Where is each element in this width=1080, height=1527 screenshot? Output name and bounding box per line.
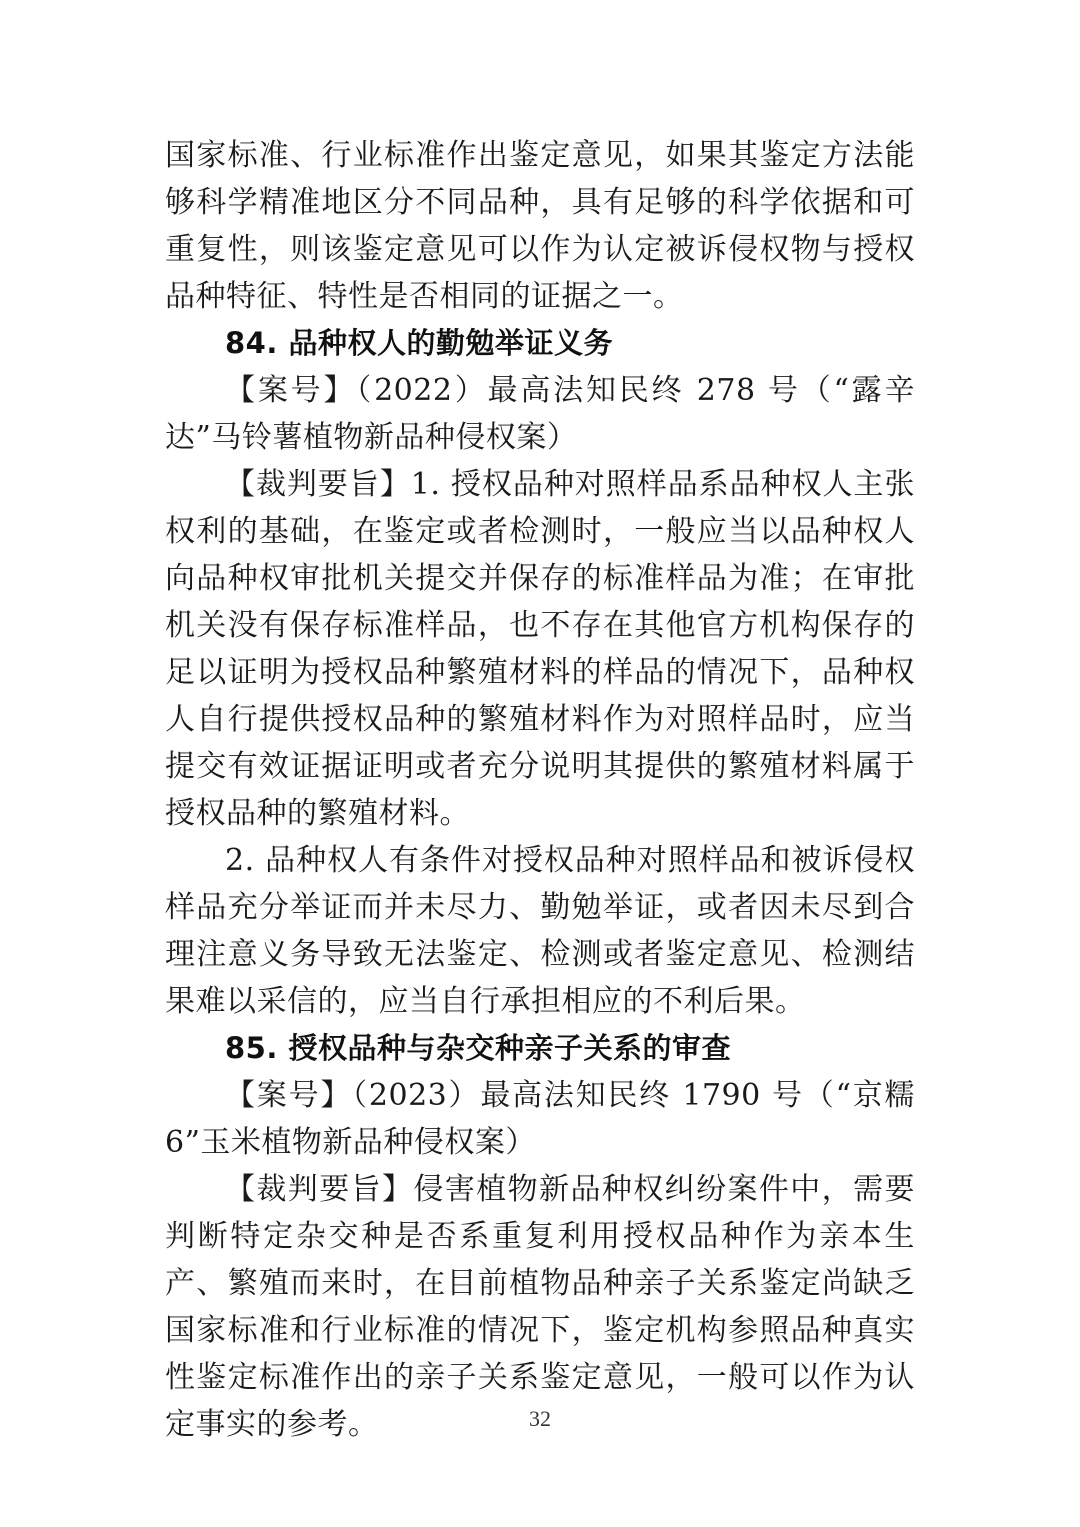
page-number: 32 — [529, 1406, 551, 1431]
ruling-summary-84-2: 2. 品种权人有条件对授权品种对照样品和被诉侵权样品充分举证而并未尽力、勤勉举证，或者因未尽到合理注意义务导致无法鉴定、检测或者鉴定意见、检测结果难以采信的，应当自行承担相应的不利后果。 — [165, 843, 915, 1019]
section-heading-85: 85. 授权品种与杂交种亲子关系的审查 — [225, 1031, 731, 1065]
ruling-summary-84-1: 【裁判要旨】1. 授权品种对照样品系品种权人主张权利的基础，在鉴定或者检测时，一般应当以品种权人向品种权审批机关提交并保存的标准样品为准；在审批机关没有保存标准样品，也不存在其他官方机构保存的足以证明为授权品种繁殖材料的样品的情况下，品种权人自行提供授权品种的繁殖材料作为对照样品时，应当提交有效证据证明或者充分说明其提供的繁殖材料属于授权品种的繁殖材料。 — [165, 467, 915, 831]
section-heading-84: 84. 品种权人的勤勉举证义务 — [225, 326, 613, 360]
paragraph-continuation: 国家标准、行业标准作出鉴定意见，如果其鉴定方法能够科学精准地区分不同品种，具有足够的科学依据和可重复性，则该鉴定意见可以作为认定被诉侵权物与授权品种特征、特性是否相同的证据之一。 — [165, 138, 915, 314]
case-number-84: 【案号】（2022）最高法知民终 278 号（“露辛达”马铃薯植物新品种侵权案） — [165, 373, 915, 455]
body-text — [165, 132, 915, 1448]
case-number-85: 【案号】（2023）最高法知民终 1790 号（“京糯 6”玉米植物新品种侵权案） — [165, 1078, 915, 1160]
ruling-summary-85: 【裁判要旨】侵害植物新品种权纠纷案件中，需要判断特定杂交种是否系重复利用授权品种作为亲本生产、繁殖而来时，在目前植物品种亲子关系鉴定尚缺乏国家标准和行业标准的情况下，鉴定机构参照品种真实性鉴定标准作出的亲子关系鉴定意见，一般可以作为认定事实的参考。 — [165, 1172, 915, 1442]
